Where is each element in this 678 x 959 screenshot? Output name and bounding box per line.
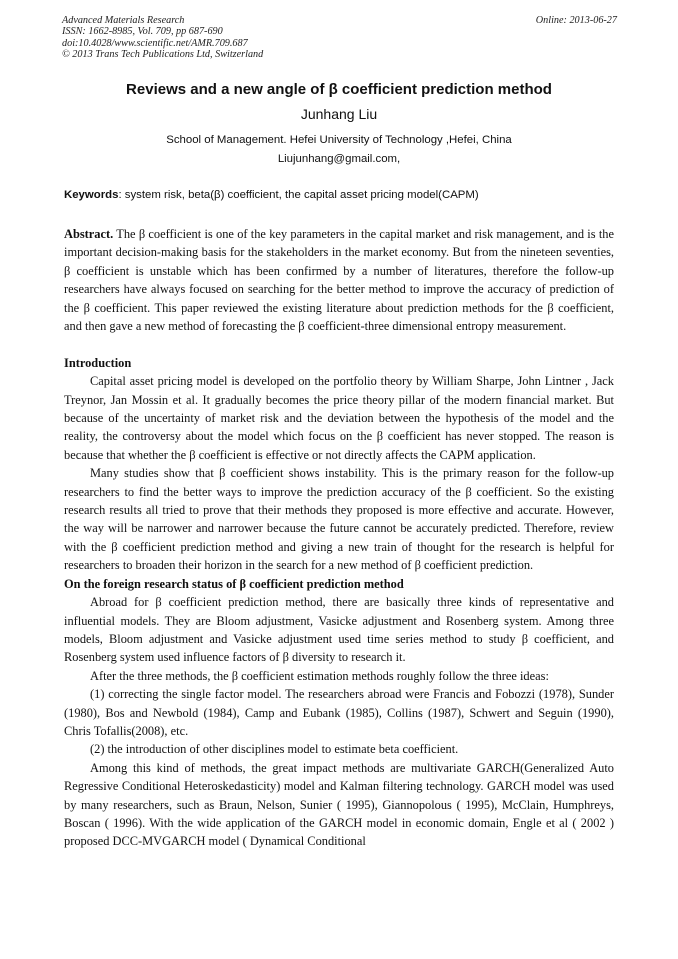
paper-body [64, 225, 614, 851]
foreign-paragraph-1: Abroad for β coefficient prediction method, there are basically three kinds of representative and influential models. They are Bloom adjustment, Vasicke adjustment and Rosenberg system. Among three models, Bloom adjustment and Vasicke adjustment used time series method to study β coefficient, and Rosenberg system used influence factors of β diversity to research it. [64, 595, 614, 665]
foreign-paragraph-4: (2) the introduction of other disciplines model to estimate beta coefficient. [90, 742, 459, 757]
issn-line: ISSN: 1662-8985, Vol. 709, pp 687-690 [62, 26, 223, 38]
doi-line: doi:10.4028/www.scientific.net/AMR.709.687 [62, 37, 248, 49]
journal-name: Advanced Materials Research [62, 15, 185, 26]
keywords [64, 187, 619, 204]
abstract-label: Abstract. [64, 227, 114, 241]
keywords-text: : system risk, beta(β) coefficient, the capital asset pricing model(CAPM) [118, 189, 479, 201]
abstract-text: The β coefficient is one of the key parameters in the capital market and risk management, and is the important decision-making basis for the stakeholders in the market economy. But from the nineteen seventies, β coefficient is unstable which has been confirmed by a number of literatures, therefore the follow-up researchers have always focused on searching for the better method to improve the accuracy of prediction of the β coefficient. This paper reviewed the existing literature about prediction methods for the β coefficient, and then gave a new method of forecasting the β coefficient-three dimensional entropy measurement. [64, 227, 614, 334]
foreign-paragraph-2: After the three methods, the β coefficient estimation methods roughly follow the three ideas: [90, 668, 549, 683]
copyright-line: © 2013 Trans Tech Publications Ltd, Switzerland [62, 48, 264, 60]
affiliation: School of Management. Hefei University of Technology ,Hefei, China [166, 134, 512, 146]
abstract [64, 225, 614, 335]
introduction-paragraph-1: Capital asset pricing model is developed on the portfolio theory by William Sharpe, John Lintner , Jack Treynor, Jan Mossin et al. It gradually becomes the price theory pillar of the modern financial market. But because of the uncertainty of market risk and the deviation between the hypothesis of the model and the reality, the controversy about the model which focus on the β coefficient has never stopped. The reason is because that whether the β coefficient is effective or not directly affects the CAPM application. [64, 374, 614, 462]
paper-title: Reviews and a new angle of β coefficient prediction method [126, 81, 552, 98]
journal-header [62, 15, 617, 60]
foreign-paragraph-3: (1) correcting the single factor model. The researchers abroad were Francis and Fobozzi (1978), Sunder (1980), Bos and Newbold (1984), Camp and Eubank (1985), Collins (1987), Schwert and Seguin (1990), Chris Tofallis(2008), etc. [64, 687, 614, 738]
author-email: Liujunhang@gmail.com, [277, 153, 401, 165]
introduction-heading: Introduction [64, 355, 132, 370]
online-date: Online: 2013-06-27 [535, 15, 617, 26]
introduction-paragraph-2: Many studies show that β coefficient shows instability. This is the primary reason for the follow-up researchers to find the better ways to improve the prediction accuracy of the β coefficient. So the existing research results all tried to prove that their methods they proposed is more effective and accurate. However, the way will be narrower and narrower because the future cannot be accurately predicted. Therefore, review with the β coefficient prediction method and giving a new train of thought for the research is helpful for researchers to broaden their horizon in the search for a new method of β coefficient prediction. [64, 466, 614, 573]
keywords-label: Keywords [64, 189, 119, 201]
foreign-research-heading: On the foreign research status of β coefficient prediction method [64, 576, 404, 591]
foreign-paragraph-5: Among this kind of methods, the great impact methods are multivariate GARCH(Generalized Auto Regressive Conditional Heteroskedasticity) model and Kalman filtering technology. GARCH model was used by many researchers, such as Braun, Nelson, Sunier ( 1995), Giannopolous ( 1995), McClain, Humphreys, Boscan ( 1996). With the wide application of the GARCH model in economic domain, Engle et al ( 2002 ) proposed DCC-MVGARCH model ( Dynamical Conditional [64, 760, 614, 849]
author-name: Junhang Liu [300, 106, 378, 122]
